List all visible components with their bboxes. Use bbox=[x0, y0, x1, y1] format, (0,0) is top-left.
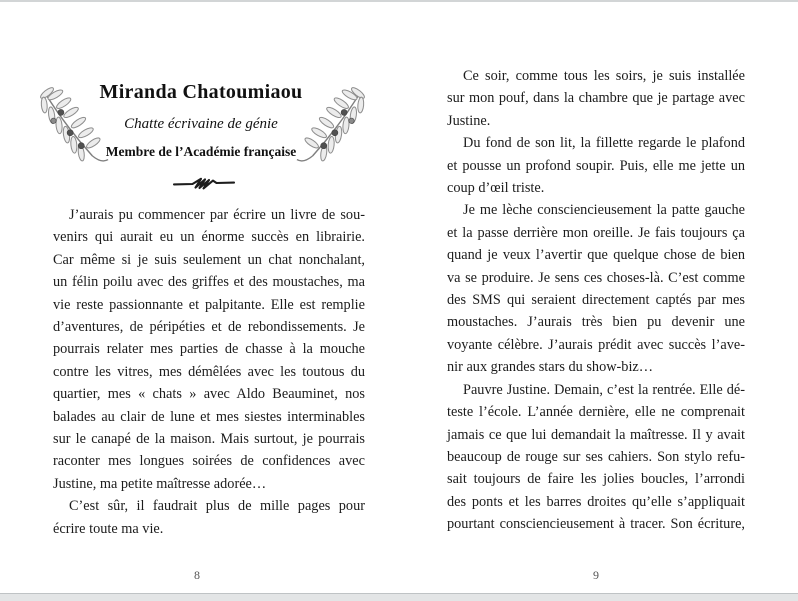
text-line: Justine. bbox=[447, 112, 491, 129]
text-line: Je me lèche consciencieusement la patte gauche bbox=[463, 202, 745, 219]
window-bottom-edge bbox=[0, 593, 798, 601]
text-line: contre les vitres, mes démêlées avec les toutous du bbox=[53, 363, 365, 380]
page-number-right: 9 bbox=[593, 568, 599, 582]
text-line: écrire toute ma vie. bbox=[53, 520, 164, 537]
text-line: quand je veux l’avertir que quelque chose de bien bbox=[447, 247, 745, 264]
text-line: sur mon pouf, dans la chambre que je partage avec bbox=[447, 90, 745, 107]
text-line: balades au clair de lune et mes siestes interminables bbox=[53, 408, 365, 425]
text-line: venirs qui aurait eu un énorme succès en librairie. bbox=[53, 229, 365, 246]
text-line: moustaches. J’aurais très bien pu devenir une bbox=[447, 314, 745, 331]
text-line: un félin poilu avec des griffes et des moustaches, ma bbox=[53, 274, 365, 291]
text-line: Car même si je suis seulement un chat nonchalant, bbox=[53, 251, 365, 268]
text-line: quartier, mes « chats » avec Aldo Beauminet, nos bbox=[53, 386, 365, 403]
text-line: des SMS qui seraient directement captés par mes bbox=[447, 292, 745, 309]
text-line: nir aux grandes stars du show-biz… bbox=[447, 359, 654, 376]
left-page-text bbox=[53, 204, 365, 540]
text-line: sur le canapé de la maison. Mais surtout, je pourrais bbox=[53, 431, 365, 448]
text-line: vie reste passionnante et palpitante. Elle est remplie bbox=[53, 296, 365, 313]
right-page-text bbox=[447, 65, 745, 536]
author-header bbox=[45, 80, 357, 160]
text-line: raconter mes longues soirées de confidences avec bbox=[53, 453, 365, 470]
author-name: Miranda Chatoumiaou bbox=[99, 81, 303, 103]
text-line: et pousse un profond soupir. Puis, elle me jette un bbox=[447, 157, 745, 174]
text-line: pourrais relater mes parties de chasse à la mouche bbox=[53, 341, 365, 358]
text-line: Du fond de son lit, la fillette regarde le plafond bbox=[463, 135, 745, 152]
text-line: sait toujours de faire les jolies boucles, l’arrondi bbox=[447, 471, 745, 488]
text-line: et la passe derrière mon oreille. Je fais toujours ça bbox=[447, 224, 745, 241]
text-line: Pauvre Justine. Demain, c’est la rentrée. Elle dé- bbox=[463, 381, 745, 398]
page-number-left: 8 bbox=[194, 568, 200, 582]
text-line: teste l’école. L’année dernière, elle ne comprenait bbox=[447, 404, 745, 421]
author-membership: Membre de l’Académie française bbox=[105, 144, 297, 159]
squiggle-divider-icon bbox=[172, 175, 236, 192]
text-line: C’est sûr, il faudrait plus de mille pages pour bbox=[69, 498, 365, 515]
author-role: Chatte écrivaine de génie bbox=[124, 116, 278, 132]
text-line: des ponts et les barres droites qu’elle s’appliquait bbox=[447, 493, 745, 510]
text-line: d’aventures, de péripéties et de rebondissements. Je bbox=[53, 319, 365, 336]
text-line: Justine, ma petite maîtresse adorée… bbox=[53, 475, 267, 492]
text-line: coup d’œil triste. bbox=[447, 180, 545, 197]
text-line: pourtant consciencieusement à tracer. Son écriture, bbox=[447, 516, 745, 533]
text-line: jamais ce que lui demandait la maîtresse. Il y avait bbox=[447, 426, 745, 443]
text-line: J’aurais pu commencer par écrire un livre de sou- bbox=[69, 207, 365, 223]
text-line: beaucoup de rouge sur ses cahiers. Son stylo refu- bbox=[447, 448, 745, 465]
text-line: va se produire. Je sens ces choses-là. C’est comme bbox=[447, 269, 745, 286]
text-line: voyante célèbre. J’aurais prédit avec succès l’ave- bbox=[447, 336, 745, 353]
text-line: Ce soir, comme tous les soirs, je suis installée bbox=[463, 68, 745, 84]
